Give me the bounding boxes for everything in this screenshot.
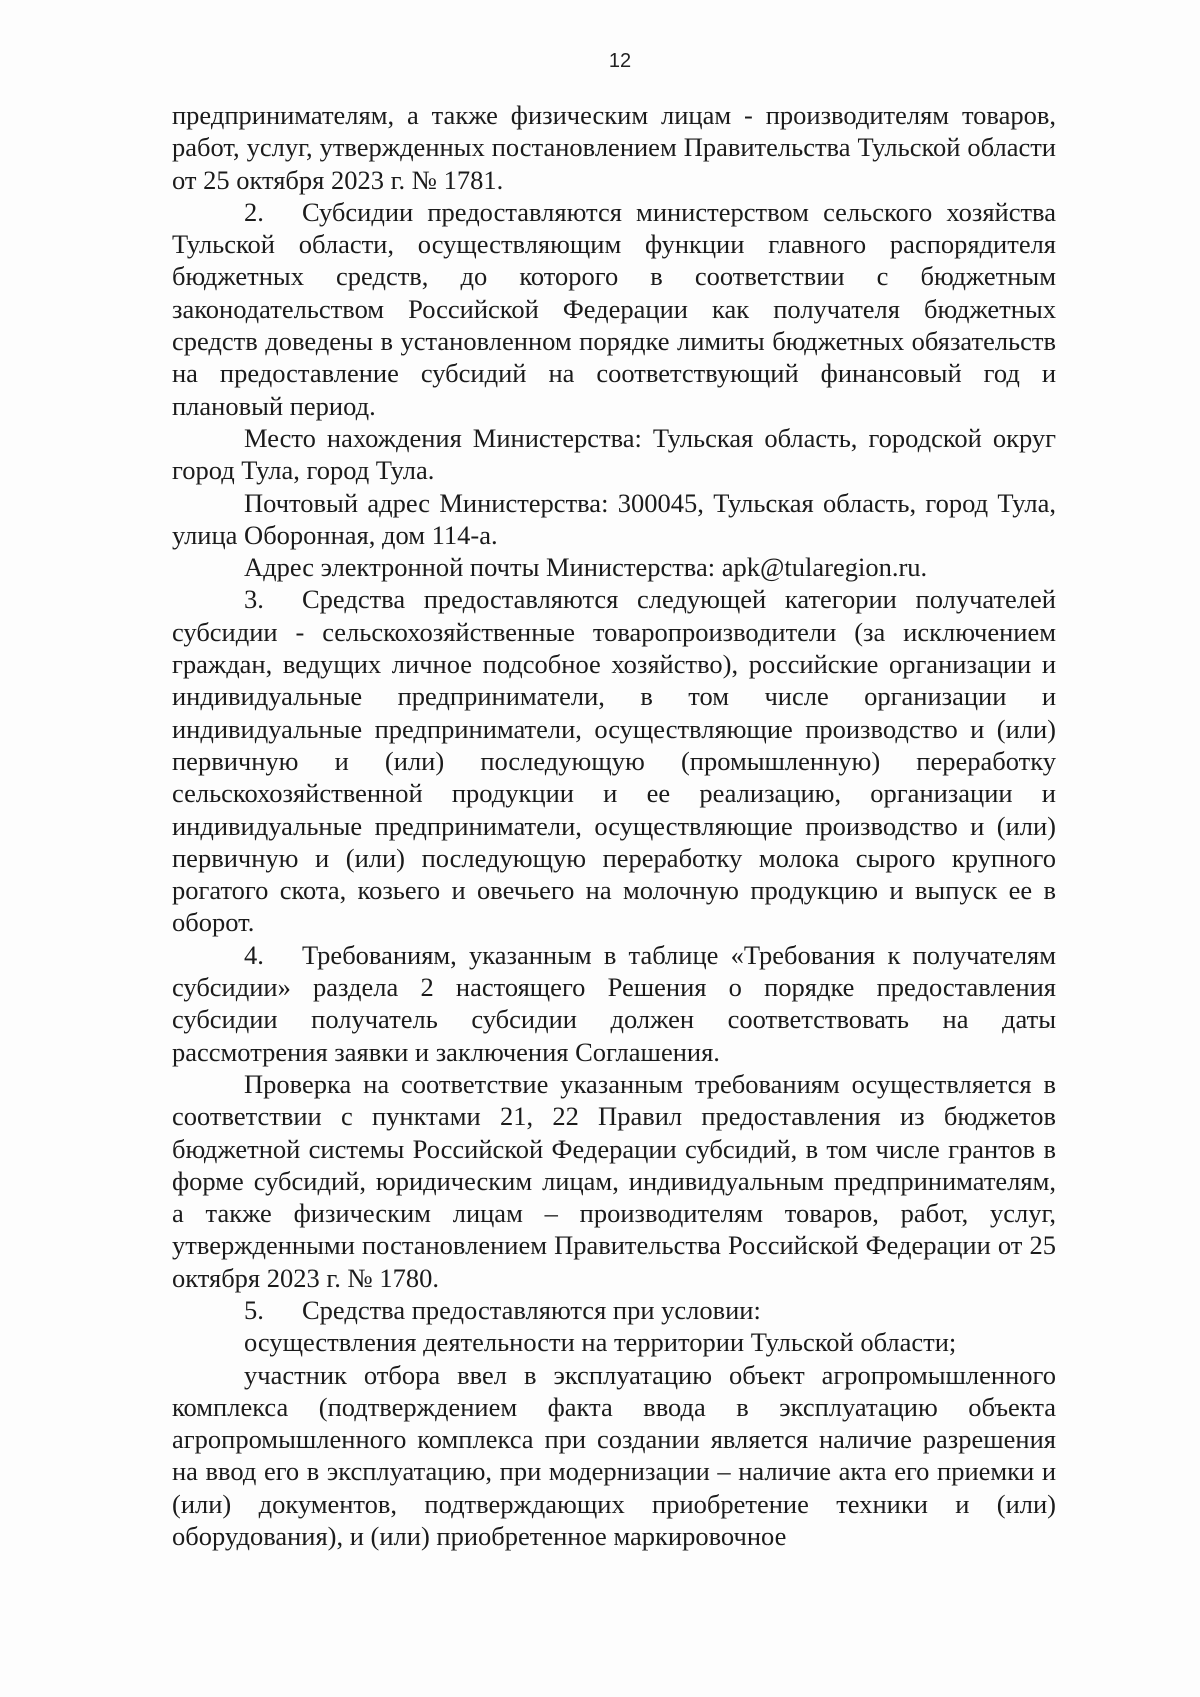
item-number: 5. <box>244 1294 264 1325</box>
paragraph-continuation: предпринимателям, а также физическим лицам - производителям товаров, работ, услуг, утвержденных постановлением Правительства Тульской области от 25 октября 2023 г. № 1781. <box>172 100 1056 195</box>
paragraph-text: Субсидии предоставляются министерством сельского хозяйства Тульской области, осуществляющим функции главного распорядителя бюджетных средств, до которого в соответствии с бюджетным законодательством Российской Федерации как получателя бюджетных средств доведены в установленном порядке лимиты бюджетных обязательств на предоставление субсидий на соответствующий финансовый год и плановый период. <box>172 196 1056 421</box>
paragraph-item-3 <box>172 583 1056 938</box>
document-body <box>172 99 1056 1552</box>
paragraph-verification: Проверка на соответствие указанным требованиям осуществляется в соответствии с пунктами 21, 22 Правил предоставления из бюджетов бюджетной системы Российской Федерации субсидий, в том числе грантов в форме субсидий, юридическим лицам, индивидуальным предпринимателям, а также физическим лицам – производителям товаров, работ, услуг, утвержденными постановлением Правительства Российской Федерации от 25 октября 2023 г. № 1780. <box>172 1068 1056 1293</box>
paragraph-location: Место нахождения Министерства: Тульская область, городской округ город Тула, город Тула. <box>172 422 1056 486</box>
paragraph-postal-address: Почтовый адрес Министерства: 300045, Тульская область, город Тула, улица Оборонная, дом 114-а. <box>172 487 1056 550</box>
paragraph-item-5 <box>172 1294 1056 1326</box>
paragraph-text: Средства предоставляются следующей категории получателей субсидии - сельскохозяйственные товаропроизводители (за исключением граждан, ведущих личное подсобное хозяйство), российские организации и индивидуальные предприниматели, в том числе организации и индивидуальные предприниматели, осуществляющие производство и (или) первичную и (или) последующую (промышленную) переработку сельскохозяйственной продукции и ее реализацию, организации и индивидуальные предприниматели, осуществляющие производство и (или) первичную и (или) последующую переработку молока сырого крупного рогатого скота, козьего и овечьего на молочную продукцию и выпуск ее в оборот. <box>172 584 1056 938</box>
item-number: 3. <box>244 584 264 615</box>
paragraph-item-4 <box>172 939 1056 1068</box>
paragraph-text: Требованиям, указанным в таблице «Требования к получателям субсидии» раздела 2 настоящего Решения о порядке предоставления субсидии получатель субсидии должен соответствовать на даты рассмотрения заявки и заключения Соглашения. <box>172 939 1056 1067</box>
paragraph-condition-commissioning: участник отбора ввел в эксплуатацию объект агропромышленного комплекса (подтверждением факта ввода в эксплуатацию объекта агропромышленного комплекса при создании является наличие разрешения на ввод его в эксплуатацию, при модернизации – наличие акта его приемки и (или) документов, подтверждающих приобретение техники и (или) оборудования), и (или) приобретенное маркировочное <box>172 1359 1056 1552</box>
paragraph-email: Адрес электронной почты Министерства: apk@tularegion.ru. <box>244 552 928 583</box>
item-number: 4. <box>244 939 264 970</box>
paragraph-text: Средства предоставляются при условии: <box>302 1294 761 1325</box>
item-number: 2. <box>244 196 264 227</box>
paragraph-item-2 <box>172 196 1056 422</box>
page-number: 12 <box>608 50 632 72</box>
paragraph-condition-territory: осуществления деятельности на территории Тульской области; <box>244 1327 957 1358</box>
